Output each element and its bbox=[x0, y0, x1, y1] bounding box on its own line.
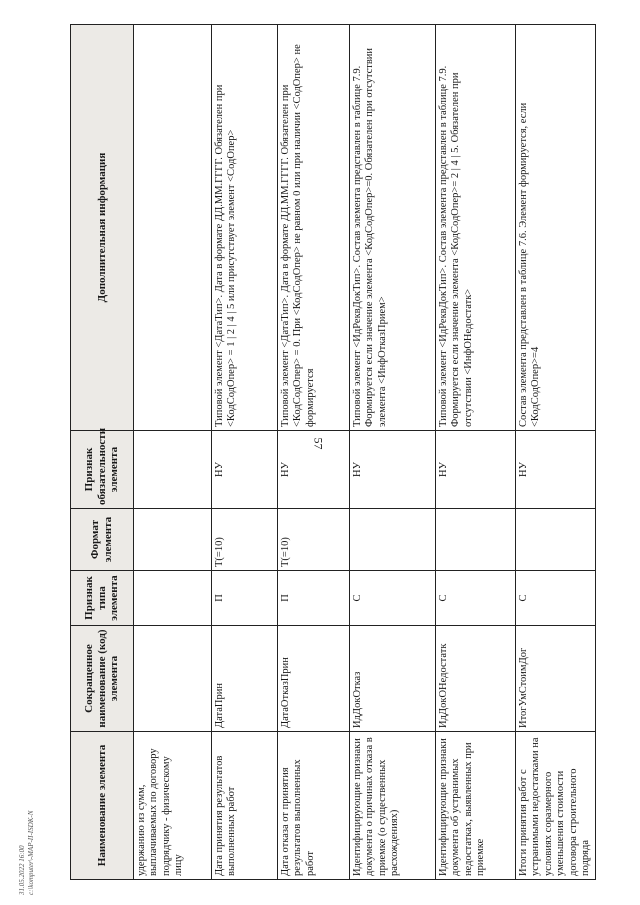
header-element-code: Сокращенное наименование (код) элемента bbox=[71, 626, 134, 732]
cell-type: С bbox=[350, 571, 436, 626]
cell-required: НУ bbox=[516, 431, 596, 509]
cell-info bbox=[134, 25, 212, 431]
cell-code: ИтогУмСтоимДог bbox=[516, 626, 596, 732]
cell-name: Дата отказа от принятия результатов выполненных работ bbox=[278, 732, 350, 880]
cell-name: Итоги принятия работ с устранимыми недостатками на условиях соразмерного уменьшения стоимости договора строительного подряда bbox=[516, 732, 596, 880]
cell-required: НУ bbox=[350, 431, 436, 509]
cell-type: С bbox=[516, 571, 596, 626]
cell-info: Типовой элемент <ИдРеквДокТип>. Состав элемента представлен в таблице 7.9. Формируется если значение элемента <КодСодОпер>= 2 | 4 | 5. Обязателен при отсутствии <ИнфОНедостатк> bbox=[436, 25, 516, 431]
cell-info: Состав элемента представлен в таблице 7.6. Элемент формируется, если <КодСодОпер>=4 bbox=[516, 25, 596, 431]
cell-format bbox=[350, 509, 436, 571]
cell-format bbox=[516, 509, 596, 571]
cell-code: ДатаПрин bbox=[212, 626, 278, 732]
cell-format bbox=[134, 509, 212, 571]
cell-required bbox=[134, 431, 212, 509]
cell-code: ДатаОтказПрин bbox=[278, 626, 350, 732]
footer-stamp bbox=[18, 810, 78, 895]
table-row bbox=[516, 25, 596, 880]
footer-line-2: c:\komputer\-MAP-II-ISDK-N bbox=[27, 810, 35, 895]
header-element-type: Признак типа элемента bbox=[71, 571, 134, 626]
cell-required: НУ bbox=[436, 431, 516, 509]
cell-format bbox=[436, 509, 516, 571]
cell-type: С bbox=[436, 571, 516, 626]
cell-format: T(=10) bbox=[212, 509, 278, 571]
cell-info: Типовой элемент <ДатаТип>. Дата в формате ДД.ММ.ГГГГ. Обязателен при <КодСодОпер> = 1 | 2 | 4 | 5 или присутствует элемент <СодОпер> bbox=[212, 25, 278, 431]
cell-type: П bbox=[212, 571, 278, 626]
table-header-row bbox=[71, 25, 134, 880]
cell-name: Идентифицирующие признаки документа об устранимых недостатках, выявленных при приемке bbox=[436, 732, 516, 880]
header-element-format: Формат элемента bbox=[71, 509, 134, 571]
cell-required: НУ bbox=[212, 431, 278, 509]
table-row bbox=[350, 25, 436, 880]
element-table bbox=[70, 24, 596, 880]
page-number: 57 bbox=[311, 437, 326, 450]
cell-name: Идентифицирующие признаки документа о причинах отказа в приемке (о существенных расхождениях) bbox=[350, 732, 436, 880]
cell-code: ИдДокОтказ bbox=[350, 626, 436, 732]
cell-info: Типовой элемент <ДатаТип>. Дата в формате ДД.ММ.ГГГГ. Обязателен при <КодСодОпер> = 0. При <КодСодОпер> не равном 0 или при наличии <СодОпер> не формируется bbox=[278, 25, 350, 431]
cell-name: Дата принятия результатов выполненных работ bbox=[212, 732, 278, 880]
table-row bbox=[278, 25, 350, 880]
cell-code: ИдДокОНедостатк bbox=[436, 626, 516, 732]
header-additional-info: Дополнительная информация bbox=[71, 25, 134, 431]
rotated-table-sheet bbox=[70, 25, 630, 880]
cell-code bbox=[134, 626, 212, 732]
cell-required: НУ bbox=[278, 431, 350, 509]
header-element-name: Наименование элемента bbox=[71, 732, 134, 880]
table-row bbox=[436, 25, 516, 880]
cell-type: П bbox=[278, 571, 350, 626]
cell-info: Типовой элемент <ИдРеквДокТип>. Состав элемента представлен в таблице 7.9. Формируется если значение элемента <КодСодОпер>=0. Обязателен при отсутствии элемента <ИнфОтказПрием> bbox=[350, 25, 436, 431]
cell-name: удержанию из сумм, выплачиваемых по договору подрядчику - физическому лицу bbox=[134, 732, 212, 880]
table-row bbox=[212, 25, 278, 880]
footer-line-1: 31.05.2022 16:00 bbox=[18, 845, 26, 895]
table-row bbox=[134, 25, 212, 880]
cell-format: T(=10) bbox=[278, 509, 350, 571]
header-element-required: Признак обязательности элемента bbox=[71, 431, 134, 509]
cell-type bbox=[134, 571, 212, 626]
